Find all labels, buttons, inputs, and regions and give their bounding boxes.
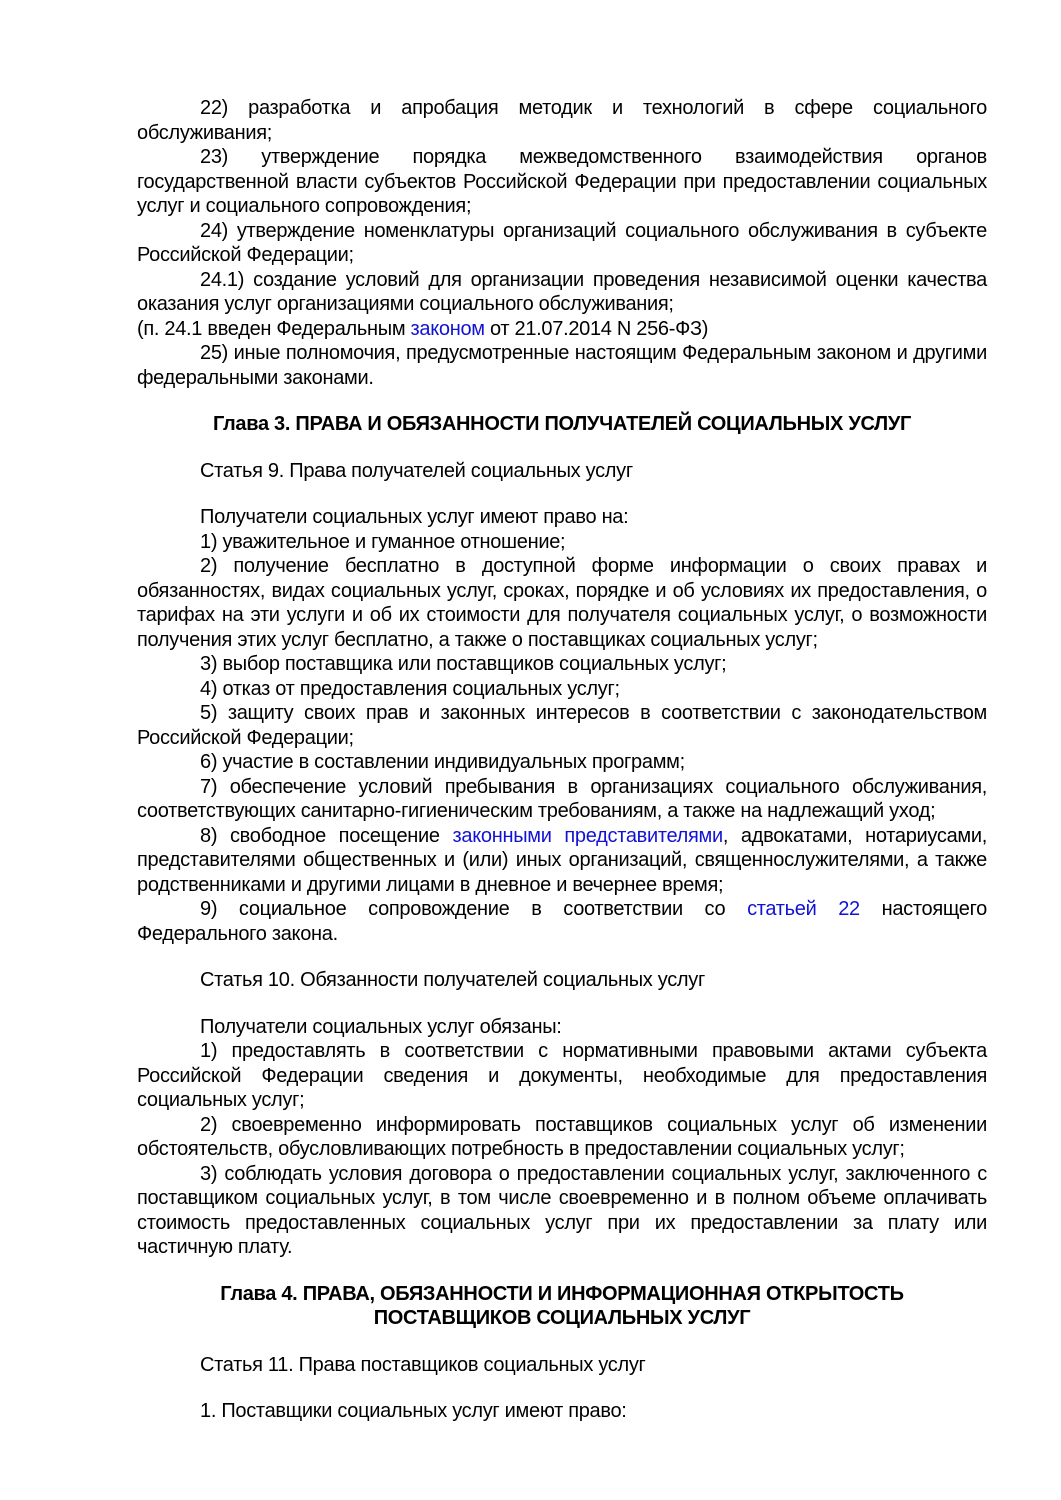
article-9-item-5 [137, 701, 987, 750]
article-11-intro [137, 1399, 987, 1424]
chapter-4-heading-line-2 [137, 1306, 987, 1331]
legal-representatives-link[interactable]: законными представителями [452, 824, 723, 847]
text-segment: Глава 3. ПРАВА И ОБЯЗАННОСТИ ПОЛУЧАТЕЛЕЙ СОЦИАЛЬНЫХ УСЛУГ [212, 413, 912, 435]
text-segment: 24) утверждение номенклатуры организаций социального обслуживания в субъекте Российской Федерации; [137, 219, 987, 266]
text-segment: Глава 4. ПРАВА, ОБЯЗАННОСТИ И ИНФОРМАЦИОННАЯ ОТКРЫТОСТЬ [220, 1282, 904, 1305]
federal-law-256-link[interactable]: законом [410, 317, 485, 340]
document-body [137, 96, 987, 1424]
chapter-3-heading [137, 412, 987, 437]
text-segment: 3) выбор поставщика или поставщиков социальных услуг; [200, 653, 727, 675]
article-9-intro [137, 505, 987, 530]
article-10-item-2 [137, 1113, 987, 1162]
text-segment: настоящего Федерального закона. [137, 898, 987, 945]
article-9-item-3 [137, 652, 987, 677]
article-10-title [137, 968, 987, 993]
text-segment: 9) социальное сопровождение в соответствии со [200, 898, 748, 920]
text-segment: 5) защиту своих прав и законных интересов в соответствии с законодательством Российской Федерации; [137, 702, 987, 749]
article-9-item-9 [137, 897, 987, 946]
text-segment: 25) иные полномочия, предусмотренные настоящим Федеральным законом и другими федеральными законами. [137, 342, 987, 389]
para-note-24-1 [137, 317, 987, 342]
text-segment: 6) участие в составлении индивидуальных программ; [200, 751, 685, 773]
article-9-item-7 [137, 775, 987, 824]
article-10-intro [137, 1015, 987, 1040]
text-segment: Статья 10. Обязанности получателей социальных услуг [200, 969, 705, 991]
chapter-4-heading-line-1 [137, 1282, 987, 1307]
text-segment: 23) утверждение порядка межведомственного взаимодействия органов государственной власти субъектов Российской Федерации при предоставлении социальных услуг и социального сопровождения; [137, 146, 987, 217]
text-segment: (п. 24.1 введен Федеральным [137, 317, 411, 340]
text-segment: 22) разработка и апробация методик и технологий в сфере социального обслуживания; [137, 97, 987, 144]
text-segment: 8) свободное посещение [200, 824, 453, 847]
para-item-24 [137, 219, 987, 268]
text-segment: ПОСТАВЩИКОВ СОЦИАЛЬНЫХ УСЛУГ [373, 1307, 751, 1329]
text-segment: Статья 11. Права поставщиков социальных услуг [200, 1353, 646, 1376]
article-10-item-3 [137, 1162, 987, 1260]
para-item-25 [137, 341, 987, 390]
article-9-item-6 [137, 750, 987, 775]
text-segment: 7) обеспечение условий пребывания в организациях социального обслуживания, соответствующих санитарно-гигиеническим требованиям, а также на надлежащий уход; [137, 775, 987, 822]
para-item-22 [137, 96, 987, 145]
text-segment: 4) отказ от предоставления социальных услуг; [200, 677, 620, 700]
article-9-item-4 [137, 677, 987, 702]
text-segment: 1. Поставщики социальных услуг имеют право: [200, 1400, 627, 1422]
text-segment: Получатели социальных услуг обязаны: [200, 1015, 562, 1038]
text-segment: Статья 9. Права получателей социальных услуг [200, 459, 633, 482]
article-22-link[interactable]: статьей 22 [747, 898, 860, 920]
para-item-24-1 [137, 268, 987, 317]
text-segment: , адвокатами, нотариусами, представителями общественных и (или) иных организаций, священнослужителями, а также родственниками и другими лицами в дневное и вечернее время; [137, 824, 987, 896]
text-segment: от 21.07.2014 N 256-ФЗ) [484, 317, 709, 340]
para-item-23 [137, 145, 987, 219]
article-11-title [137, 1353, 987, 1378]
article-9-item-1 [137, 530, 987, 555]
article-9-item-8 [137, 824, 987, 898]
text-segment: 3) соблюдать условия договора о предоставлении социальных услуг, заключенного с поставщиком социальных услуг, в том числе своевременно и в полном объеме оплачивать стоимость предоставленных социальных услуг при их предоставлении за плату или частичную плату. [137, 1162, 987, 1258]
text-segment: 24.1) создание условий для организации проведения независимой оценки качества оказания услуг организациями социального обслуживания; [137, 268, 987, 315]
article-9-item-2 [137, 554, 987, 652]
text-segment: 2) получение бесплатно в доступной форме информации о своих правах и обязанностях, видах социальных услуг, сроках, порядке и об условиях их предоставления, о тарифах на эти услуги и об их стоимости для получателя социальных услуг, о возможности получения этих услуг бесплатно, а также о поставщиках социальных услуг; [137, 555, 987, 651]
text-segment: 2) своевременно информировать поставщиков социальных услуг об изменении обстоятельств, обусловливающих потребность в предоставлении социальных услуг; [137, 1113, 987, 1160]
text-segment: 1) уважительное и гуманное отношение; [200, 530, 566, 553]
article-10-item-1 [137, 1039, 987, 1113]
text-segment: Получатели социальных услуг имеют право на: [200, 506, 629, 528]
text-segment: 1) предоставлять в соответствии с нормативными правовыми актами субъекта Российской Федерации сведения и документы, необходимые для предоставления социальных услуг; [137, 1040, 987, 1111]
article-9-title [137, 459, 987, 484]
